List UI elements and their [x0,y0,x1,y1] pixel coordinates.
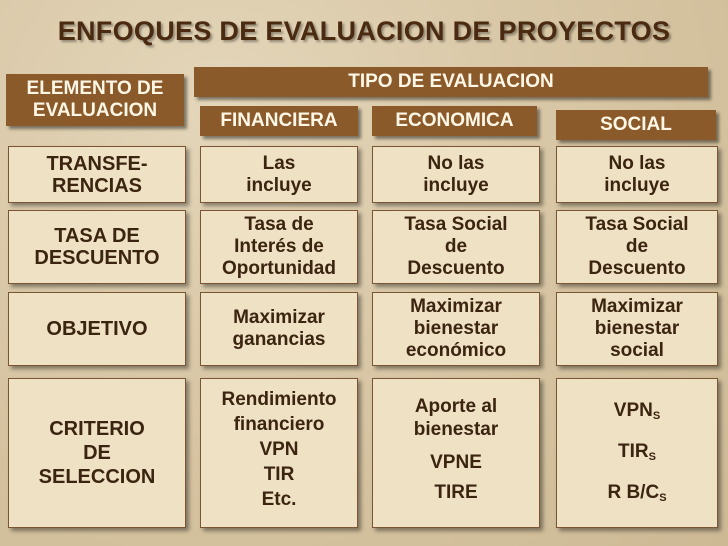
label-line: DESCUENTO [34,247,160,269]
tir-base: TIR [618,441,649,462]
row-criterio-social [556,378,718,528]
cell-line-vpns [614,393,660,434]
cell-line: TIR [263,464,295,485]
cell-line: Etc. [261,489,297,510]
cell-line: Tasa Social [585,214,689,235]
header-social: SOCIAL [556,110,716,140]
cell-line: Rendimiento [221,389,337,410]
row-objetivo-social [556,292,718,366]
cell-line: Descuento [588,258,686,279]
cell-line: bienestar [594,318,680,339]
cell-line-rbc [607,475,666,516]
label-line: OBJETIVO [46,318,148,340]
header-tipo: TIPO DE EVALUACION [194,67,708,97]
cell-line: incluye [604,174,670,196]
row-tasa-financiera [200,210,358,284]
tir-sub: S [648,451,656,463]
row-criterio-economica [372,378,540,528]
cell-line: bienestar [413,318,499,339]
cell-line: de [444,236,468,257]
cell-line: financiero [233,414,325,435]
row-objetivo-financiera [200,292,358,366]
row-transferencias-financiera [200,146,358,203]
cell-line: No las [608,152,666,174]
cell-line: ganancias [232,329,326,350]
cell-line: TIRE [434,482,478,503]
vpn-sub: S [652,410,661,422]
header-elemento [6,74,184,126]
cell-line: Interés de [234,236,324,257]
header-financiera: FINANCIERA [200,106,358,136]
cell-line: No las [427,152,485,174]
label-line: CRITERIO [49,418,145,440]
cell-line: de [625,236,649,257]
cell-line: Oportunidad [222,258,336,279]
cell-line: Las [262,152,296,174]
page-title: ENFOQUES DE EVALUACION DE PROYECTOS [57,16,671,46]
cell-line: incluye [246,174,312,196]
cell-line: VPNE [430,452,482,473]
cell-line: Descuento [407,258,505,279]
header-elemento-line2: EVALUACION [32,100,158,121]
label-line: DE [83,442,111,464]
cell-line: Tasa Social [404,214,508,235]
row-transferencias-economica [372,146,540,203]
row-criterio-label [8,378,186,528]
cell-line: económico [405,340,507,361]
cell-line: Aporte al [414,396,498,417]
rbc-base: R B/C [607,482,660,503]
cell-line: VPN [259,439,299,460]
row-tasa-social [556,210,718,284]
cell-line: Maximizar [410,296,502,317]
row-criterio-financiera [200,378,358,528]
row-tasa-economica [372,210,540,284]
cell-line: bienestar [413,419,499,440]
row-transferencias-label [8,146,186,203]
header-elemento-line1: ELEMENTO DE [26,78,164,99]
header-economica: ECONOMICA [372,106,537,136]
label-line: RENCIAS [51,174,142,197]
row-objetivo-label [8,292,186,366]
row-tasa-label [8,210,186,284]
label-line: TRANSFE- [46,152,148,175]
vpn-base: VPN [613,400,653,421]
cell-line: social [610,340,664,361]
row-objetivo-economica [372,292,540,366]
cell-line: incluye [423,174,489,196]
cell-line: Maximizar [591,296,683,317]
cell-line: Tasa de [244,214,314,235]
label-line: TASA DE [54,225,140,247]
rbc-sub: S [659,492,667,504]
cell-line: Maximizar [233,307,325,328]
row-transferencias-social [556,146,718,203]
cell-line-tirs [618,434,656,475]
label-line: SELECCION [38,466,156,488]
